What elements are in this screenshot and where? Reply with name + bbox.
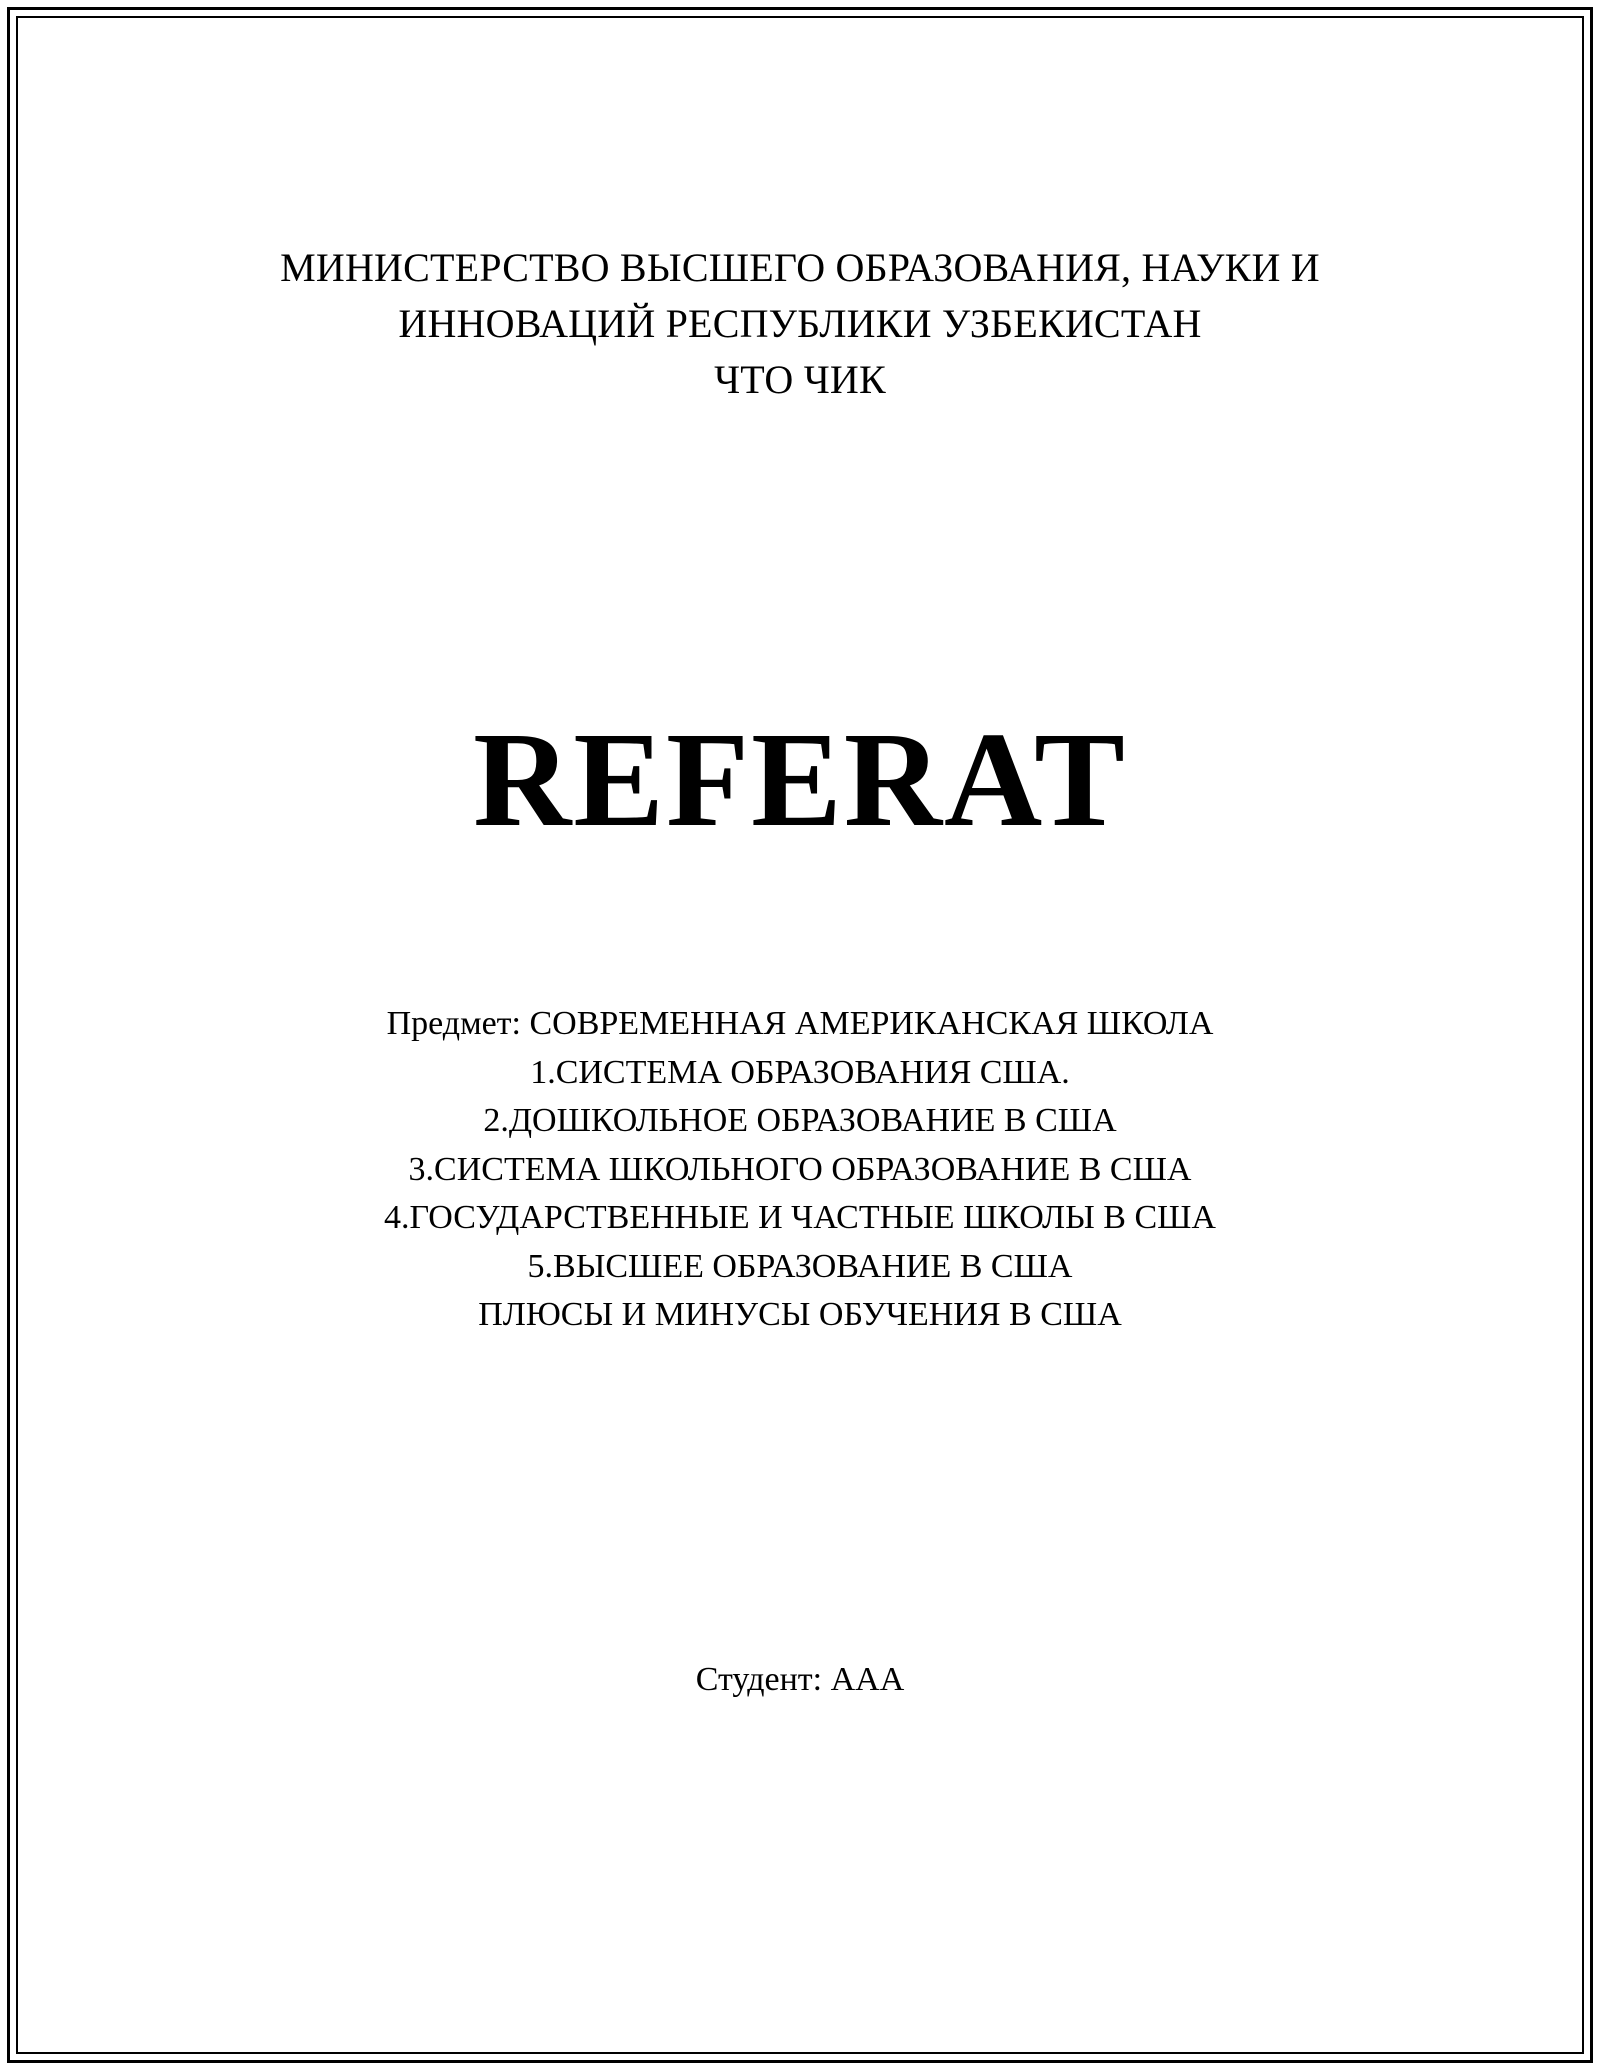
topic-item: 1.СИСТЕМА ОБРАЗОВАНИЯ США. — [530, 1053, 1070, 1091]
ministry-line-1: МИНИСТЕРСТВО ВЫСШЕГО ОБРАЗОВАНИЯ, НАУКИ И — [280, 245, 1320, 290]
topic-item: ПЛЮСЫ И МИНУСЫ ОБУЧЕНИЯ В США — [478, 1296, 1122, 1333]
topic-item: 2.ДОШКОЛЬНОЕ ОБРАЗОВАНИЕ В США — [483, 1102, 1117, 1139]
student-line: Студент: ААА — [695, 1661, 905, 1698]
ministry-line-3: ЧТО ЧИК — [714, 357, 886, 402]
ministry-header — [0, 240, 1600, 408]
document-title: REFERAT — [473, 705, 1127, 855]
topic-item: 5.ВЫСШЕЕ ОБРАЗОВАНИЕ В США — [527, 1247, 1073, 1285]
subject-block — [0, 1000, 1600, 1340]
topic-item: 4.ГОСУДАРСТВЕННЫЕ И ЧАСТНЫЕ ШКОЛЫ В США — [384, 1199, 1216, 1236]
subject-line: Предмет: СОВРЕМЕННАЯ АМЕРИКАНСКАЯ ШКОЛА — [386, 1005, 1214, 1042]
topic-item: 3.СИСТЕМА ШКОЛЬНОГО ОБРАЗОВАНИЕ В США — [408, 1150, 1192, 1188]
ministry-line-2: ИННОВАЦИЙ РЕСПУБЛИКИ УЗБЕКИСТАН — [398, 301, 1202, 346]
